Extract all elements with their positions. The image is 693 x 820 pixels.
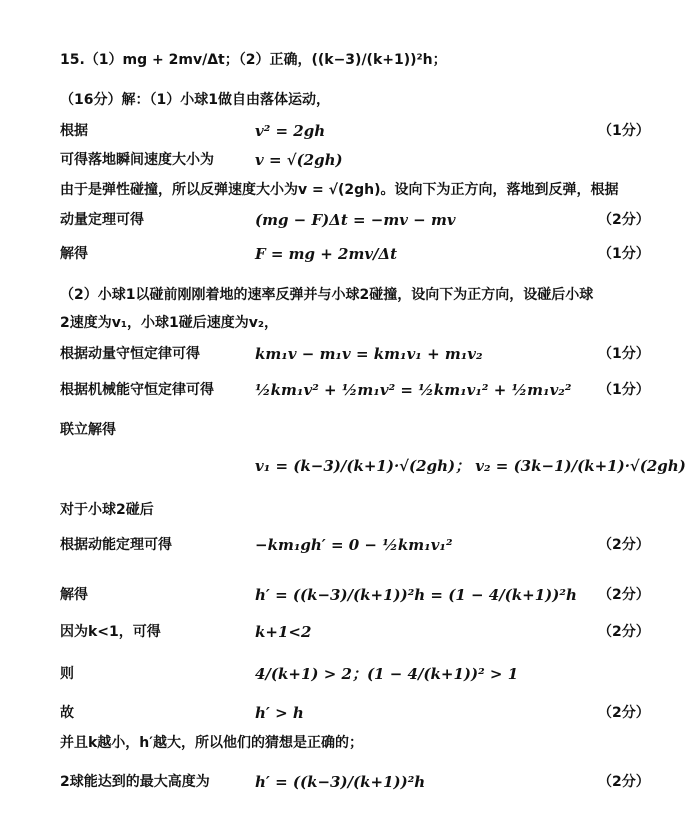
- step-label: 对于小球2碰后: [60, 502, 154, 518]
- step-formula: v² = 2gh: [255, 122, 326, 140]
- step-formula: h′ = ((k−3)/(k+1))²h = (1 − 4/(k+1))²h: [255, 586, 577, 604]
- step-formula: v₁ = (k−3)/(k+1)·√(2gh)； v₂ = (3k−1)/(k+1)·√(2gh): [255, 457, 686, 475]
- step-score: （2分）: [598, 537, 650, 553]
- step-score: （1分）: [598, 246, 650, 262]
- step-label: 根据: [60, 123, 88, 139]
- step-label: 由于是弹性碰撞，所以反弹速度大小为v = √(2gh)。设向下为正方向，落地到反弹，根据: [60, 182, 619, 198]
- step-score: （2分）: [598, 624, 650, 640]
- step-label: 联立解得: [60, 422, 116, 438]
- step-formula: F = mg + 2mv/Δt: [255, 245, 398, 263]
- step-label: 根据动量守恒定律可得: [60, 346, 200, 362]
- step-label: 根据机械能守恒定律可得: [60, 382, 214, 398]
- step-label: 动量定理可得: [60, 212, 144, 228]
- part2-intro-line: 2速度为v₁，小球1碰后速度为v₂，: [60, 315, 278, 331]
- step-score: （2分）: [598, 587, 650, 603]
- solution-intro: （16分）解：（1）小球1做自由落体运动，: [60, 92, 330, 108]
- step-score: （2分）: [598, 705, 650, 721]
- step-score: （2分）: [598, 774, 650, 790]
- step-formula: h′ > h: [255, 704, 304, 722]
- step-formula: −km₁gh′ = 0 − ½km₁v₁²: [255, 536, 453, 554]
- step-formula: v = √(2gh): [255, 151, 343, 169]
- step-label: 并且k越小，h′越大，所以他们的猜想是正确的；: [60, 735, 363, 751]
- step-formula: km₁v − m₁v = km₁v₁ + m₁v₂: [255, 345, 483, 363]
- step-label: 故: [60, 705, 74, 721]
- part2-intro-line: （2）小球1以碰前刚刚着地的速率反弹并与小球2碰撞，设向下为正方向，设碰后小球: [60, 287, 594, 303]
- step-score: （1分）: [598, 382, 650, 398]
- step-label: 2球能达到的最大高度为: [60, 774, 210, 790]
- step-label: 可得落地瞬间速度大小为: [60, 152, 214, 168]
- step-label: 解得: [60, 246, 88, 262]
- answer-summary: 15.（1）mg + 2mv/Δt；（2）正确，((k−3)/(k+1))²h；: [60, 52, 447, 68]
- step-label: 则: [60, 666, 74, 682]
- step-score: （1分）: [598, 346, 650, 362]
- step-score: （1分）: [598, 123, 650, 139]
- step-formula: 4/(k+1) > 2；(1 − 4/(k+1))² > 1: [255, 665, 519, 683]
- step-formula: (mg − F)Δt = −mv − mv: [255, 211, 456, 229]
- step-label: 根据动能定理可得: [60, 537, 172, 553]
- step-formula: h′ = ((k−3)/(k+1))²h: [255, 773, 426, 791]
- step-score: （2分）: [598, 212, 650, 228]
- step-label: 解得: [60, 587, 88, 603]
- step-formula: k+1<2: [255, 623, 312, 641]
- step-label: 因为k<1，可得: [60, 624, 161, 640]
- step-formula: ½km₁v² + ½m₁v² = ½km₁v₁² + ½m₁v₂²: [255, 381, 572, 399]
